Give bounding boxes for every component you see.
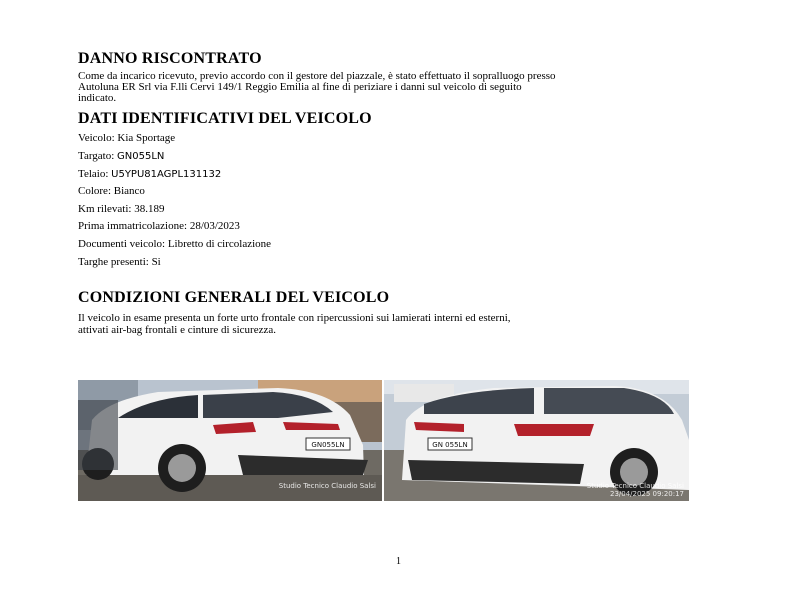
vehicle-photo-rear-right bbox=[384, 380, 689, 501]
field-telaio bbox=[78, 168, 221, 181]
intro-line-2: Autoluna ER Srl via F.lli Cervi 149/1 Reggio Emilia al fine di periziare i danni sul veicolo di seguito bbox=[78, 81, 522, 93]
field-prima-immatricolazione bbox=[78, 220, 240, 232]
field-value: GN055LN bbox=[117, 151, 165, 162]
field-documenti-veicolo bbox=[78, 238, 271, 250]
intro-line-3: indicato. bbox=[78, 92, 117, 104]
field-value: Si bbox=[151, 256, 161, 268]
field-value: U5YPU81AGPL131132 bbox=[111, 169, 222, 180]
vehicle-photo-rear-left bbox=[78, 380, 382, 501]
field-value: 28/03/2023 bbox=[189, 220, 240, 232]
field-label: Veicolo: bbox=[78, 132, 118, 144]
field-colore bbox=[78, 185, 145, 197]
page-number: 1 bbox=[396, 556, 401, 567]
vehicle-rear-right-image bbox=[384, 380, 689, 501]
heading-condizioni-generali: CONDIZIONI GENERALI DEL VEICOLO bbox=[78, 289, 390, 306]
field-value: Kia Sportage bbox=[117, 132, 176, 144]
heading-danno-riscontrato: DANNO RISCONTRATO bbox=[78, 50, 262, 67]
watermark-text-1: Studio Tecnico Claudio Salsi bbox=[278, 482, 376, 490]
plate-text-2: GN 055LN bbox=[432, 441, 468, 449]
field-label: Telaio: bbox=[78, 168, 112, 180]
field-label: Prima immatricolazione: bbox=[78, 220, 190, 232]
field-label: Targato: bbox=[78, 150, 118, 162]
vehicle-rear-left-image bbox=[78, 380, 382, 501]
field-label: Km rilevati: bbox=[78, 203, 135, 215]
field-value: Bianco bbox=[113, 185, 145, 197]
field-targato bbox=[78, 150, 164, 163]
watermark-text-2: Studio Tecnico Claudio Salsi bbox=[586, 482, 684, 490]
field-value: Libretto di circolazione bbox=[167, 238, 272, 250]
condizioni-line-1: Il veicolo in esame presenta un forte urto frontale con ripercussioni sui lamierati interni ed esterni, bbox=[78, 312, 511, 324]
field-value: 38.189 bbox=[134, 203, 165, 215]
plate-text-1: GN055LN bbox=[311, 441, 345, 449]
field-label: Targhe presenti: bbox=[78, 256, 152, 268]
intro-line-1: Come da incarico ricevuto, previo accordo con il gestore del piazzale, è stato effettuato il sopralluogo presso bbox=[78, 70, 556, 82]
field-targhe-presenti bbox=[78, 256, 161, 268]
field-label: Documenti veicolo: bbox=[78, 238, 168, 250]
field-label: Colore: bbox=[78, 185, 114, 197]
field-veicolo bbox=[78, 132, 175, 144]
heading-dati-identificativi: DATI IDENTIFICATIVI DEL VEICOLO bbox=[78, 110, 372, 127]
watermark-timestamp-2: 23/04/2025 09:20:17 bbox=[609, 490, 684, 498]
condizioni-line-2: attivati air-bag frontali e cinture di sicurezza. bbox=[78, 324, 276, 336]
field-km-rilevati bbox=[78, 203, 164, 215]
